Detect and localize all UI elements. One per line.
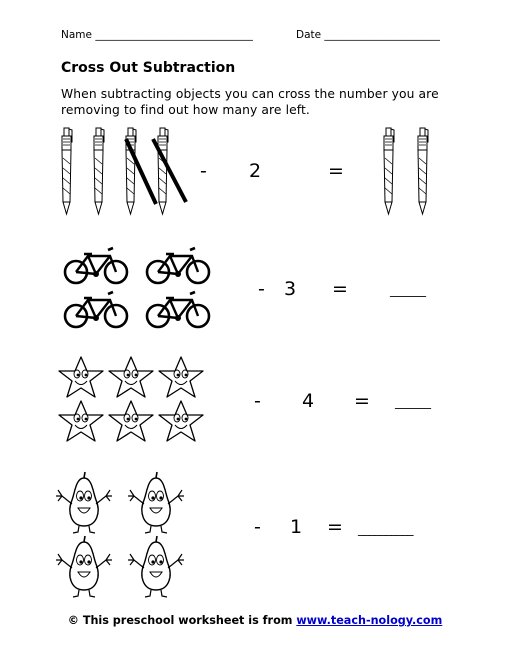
minus-sign: - — [258, 278, 265, 300]
pear-group — [56, 468, 196, 603]
pear-icon — [56, 536, 112, 597]
star-icon — [159, 401, 203, 441]
worksheet-title: Cross Out Subtraction — [61, 60, 236, 76]
pear-icon — [56, 472, 112, 533]
bicycle-icon — [147, 292, 209, 327]
date-field: Date ______________________ — [296, 29, 440, 41]
subtract-number: 2 — [249, 160, 262, 182]
instructions-text: When subtracting objects you can cross the number you are removing to find out how many are left. — [61, 87, 439, 117]
footer-text: © This preschool worksheet is from — [67, 614, 293, 627]
answer-blank: __________ — [358, 522, 413, 536]
pen-group — [56, 124, 216, 224]
equals-sign: = — [354, 390, 370, 412]
equals-sign: = — [327, 516, 343, 538]
minus-sign: - — [200, 160, 207, 182]
star-icon — [159, 357, 203, 397]
bicycle-icon — [65, 248, 127, 283]
equals-sign: = — [332, 278, 348, 300]
bicycle-icon — [65, 292, 127, 327]
star-icon — [109, 401, 153, 441]
equals-sign: = — [328, 160, 344, 182]
answer-blank: ______ — [390, 283, 426, 297]
pen-icon — [418, 128, 428, 214]
pen-icon — [158, 128, 168, 214]
pear-icon — [128, 472, 184, 533]
minus-sign: - — [254, 516, 261, 538]
minus-sign: - — [254, 390, 261, 412]
footer-link[interactable]: www.teach-nology.com — [296, 614, 443, 627]
answer-blank: ______ — [395, 395, 431, 409]
subtract-number: 3 — [284, 278, 297, 300]
star-group — [56, 352, 216, 452]
subtract-number: 1 — [290, 516, 303, 538]
bicycle-icon — [147, 248, 209, 283]
star-icon — [59, 357, 103, 397]
star-icon — [59, 401, 103, 441]
pear-icon — [128, 536, 184, 597]
footer-credit — [0, 614, 510, 627]
star-icon — [109, 357, 153, 397]
pen-icon — [94, 128, 104, 214]
subtract-number: 4 — [302, 390, 315, 412]
pen-icon — [62, 128, 72, 214]
pen-icon — [384, 128, 394, 214]
bicycle-group — [58, 244, 228, 336]
answer-pen-group — [370, 124, 450, 224]
name-field: Name ______________________________ — [61, 29, 253, 41]
